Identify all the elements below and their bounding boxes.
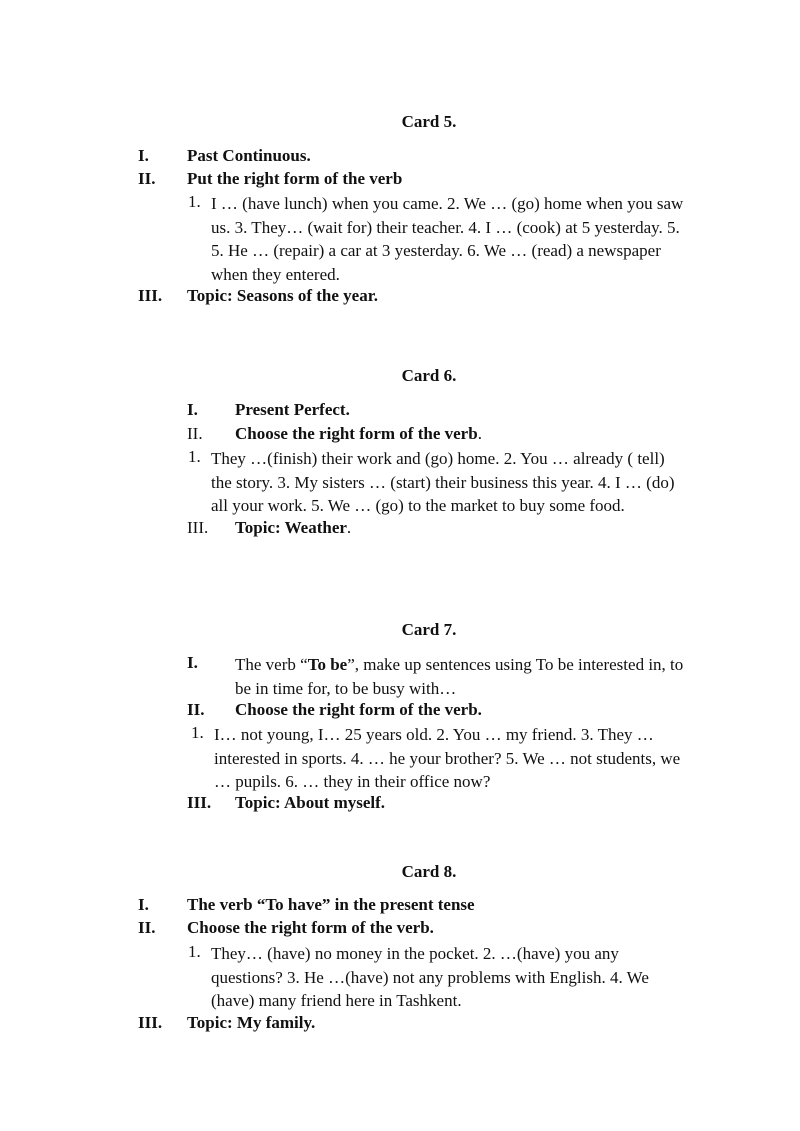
card-7-exercise-line: interested in sports. 4. … he your brother? 5. We … not students, we: [214, 748, 681, 768]
card-7-item-2-heading: Choose the right form of the verb.: [235, 700, 482, 719]
card-7-exercise-line: I… not young, I… 25 years old. 2. You … my friend. 3. They …: [214, 725, 654, 744]
card-5-exercise-line: us. 3. They… (wait for) their teacher. 4. I … (cook) at 5 yesterday. 5.: [211, 217, 680, 237]
card-7-item-1-line: [235, 653, 683, 677]
card-6-item-3-heading-punct: .: [346, 518, 352, 537]
card-7-item-3-heading: Topic: About myself.: [235, 793, 386, 812]
card-7-item-3-number: III.: [187, 793, 212, 812]
card-8-item-1-heading: The verb “To have” in the present tense: [187, 895, 475, 914]
card-7-item-1-number: I.: [187, 653, 198, 672]
card-8-exercise-text: [211, 942, 649, 1013]
card-8-exercise-line: questions? 3. He …(have) not any problems with English. 4. We: [211, 967, 649, 987]
card-5-item-2-heading: Put the right form of the verb: [187, 169, 403, 188]
card-7-item-1-text: [235, 653, 683, 700]
card-6-item-1-number: I.: [187, 400, 198, 419]
card-5-item-1-number: I.: [138, 146, 149, 165]
card-7-item-1-post: ”, make up sentences using To be interested in, to: [347, 655, 684, 674]
card-6-item-3-heading-text: Topic: Weather: [235, 518, 347, 537]
card-7-item-1-line: be in time for, to be busy with…: [235, 678, 457, 698]
card-5-exercise-line: 5. He … (repair) a car at 3 yesterday. 6. We … (read) a newspaper: [211, 241, 661, 260]
card-5-exercise-text: [211, 192, 683, 286]
card-6-item-3-heading: [235, 518, 351, 538]
card-7-item-1-bold: To be: [307, 655, 348, 674]
card-8-item-3-number: III.: [138, 1013, 163, 1032]
card-8-exercise-line: They… (have) no money in the pocket. 2. …(have) you any: [211, 944, 619, 963]
card-6-item-2-number: II.: [187, 424, 203, 443]
card-5-exercise-line: when they entered.: [211, 264, 340, 284]
card-5-exercise-line: I … (have lunch) when you came. 2. We … (go) home when you saw: [211, 194, 684, 213]
card-6-exercise-number: 1.: [188, 447, 201, 466]
card-5-title: Card 5.: [401, 112, 457, 131]
card-7-item-1-pre: The verb “: [235, 655, 308, 674]
card-6-title: Card 6.: [401, 366, 457, 385]
card-8-item-2-heading: Choose the right form of the verb.: [187, 918, 434, 937]
card-5-exercise-number: 1.: [188, 192, 201, 211]
card-7-exercise-number: 1.: [191, 723, 204, 742]
card-5-item-3-heading: Topic: Seasons of the year.: [187, 286, 378, 305]
card-8-exercise-line: (have) many friend here in Tashkent.: [211, 991, 462, 1010]
card-6-item-2-heading-text: Choose the right form of the verb: [235, 424, 478, 443]
card-5-item-3-number: III.: [138, 286, 163, 305]
card-7-exercise-text: [214, 723, 680, 794]
card-6-exercise-text: [211, 447, 675, 518]
card-6-item-2-heading-punct: .: [477, 424, 482, 443]
card-8-item-2-number: II.: [138, 918, 156, 937]
card-8-item-1-number: I.: [138, 895, 149, 914]
card-6-exercise-line: the story. 3. My sisters … (start) their business this year. 4. I … (do): [211, 472, 675, 492]
card-7-exercise-line: … pupils. 6. … they in their office now?: [214, 772, 491, 791]
card-6-item-2-heading: [235, 424, 482, 444]
card-6-exercise-line: They …(finish) their work and (go) home. 2. You … already ( tell): [211, 449, 665, 468]
card-8-exercise-number: 1.: [188, 942, 201, 961]
card-6-item-3-number: III.: [187, 518, 209, 537]
card-6-exercise-line: all your work. 5. We … (go) to the market to buy some food.: [211, 496, 625, 515]
card-7-title: Card 7.: [401, 620, 457, 639]
card-7-item-2-number: II.: [187, 700, 205, 719]
card-6-item-1-heading: Present Perfect.: [235, 400, 350, 419]
card-8-title: Card 8.: [401, 862, 457, 881]
card-5-item-2-number: II.: [138, 169, 156, 188]
card-8-item-3-heading: Topic: My family.: [187, 1013, 316, 1032]
card-5-item-1-heading: Past Continuous.: [187, 146, 311, 165]
